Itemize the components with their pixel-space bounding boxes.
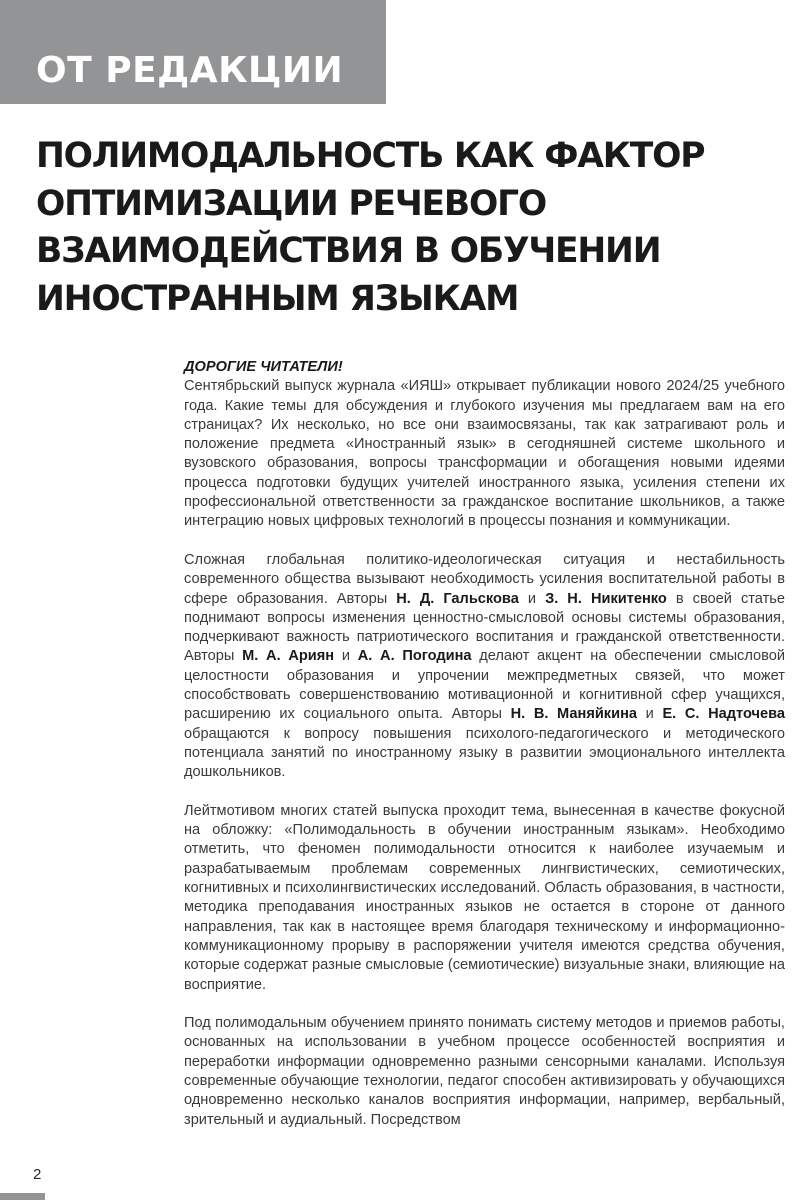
author-name: Н. В. Маняйкина — [510, 706, 638, 723]
text-run: делают акцент на обеспечении смысловой целостности образования и упрочении межпредметных связей, что может способствовать совершенствованию мотивационной и когнитивной сфер учащихся, расширению их социального опыта. Авторы — [184, 648, 786, 723]
editorial-body — [184, 358, 785, 1149]
author-name: Е. С. Надточева — [662, 706, 786, 723]
section-label: ОТ РЕДАКЦИИ — [36, 50, 344, 91]
page-number: 2 — [33, 1166, 42, 1183]
text-run: Сложная глобальная политико-идеологическая ситуация и нестабильность современного общества вызывают необходимость усиления воспитательной работы в сфере образования. Авторы — [184, 551, 785, 607]
article-title: ПОЛИМОДАЛЬНОСТЬ КАК ФАКТОР ОПТИМИЗАЦИИ РЕЧЕВОГО ВЗАИМОДЕЙСТВИЯ В ОБУЧЕНИИ ИНОСТРАННЫМ ЯЗЫКАМ — [36, 136, 705, 319]
text-run: и — [334, 648, 358, 665]
footer-bar — [0, 1193, 45, 1200]
paragraph-3: Лейтмотивом многих статей выпуска проходит тема, вынесенная в качестве фокусной на обложку: «Полимодальность в обучении иностранным языкам». Необходимо отметить, что феномен полимодальности относится к наиболее изучаемым и разрабатываемым проблемам современных лингвистических, семиотических, когнитивных и психолингвистических исследований. Область образования, в частности, методика преподавания иностранных языков не остается в стороне от данного направления, так как в настоящее время благодаря техническому и информационно-коммуникационному прорыву в распоряжении учителя имеются средства обучения, которые содержат разные смысловые (семиотические) визуальные знаки, влияющие на восприятие. — [184, 802, 786, 993]
text-run: и — [637, 706, 663, 723]
paragraph-2 — [184, 551, 785, 783]
text-run: в своей статье поднимают вопросы изменения ценностно-смысловой основы системы образования, подчеркивают важность патриотического воспитания и гражданской ответственности. Авторы — [184, 590, 785, 665]
author-name: З. Н. Никитенко — [545, 590, 667, 607]
paragraph-1: Сентябрьский выпуск журнала «ИЯШ» открывает публикации нового 2024/25 учебного года. Какие темы для обсуждения и глубокого изучения мы предлагаем вам на его страницах? Их несколько, но все они взаимосвязаны, так как затрагивают роль и положение предмета «Иностранный язык» в сегодняшней системе школьного и вузовского образования, вопросы трансформации и обогащения новыми идеями процесса подготовки будущих учителей иностранного языка, усиления степени их профессиональной ответственности за гражданское воспитание школьников, а также интеграцию новых цифровых технологий в процессы познания и коммуникации. — [184, 378, 785, 530]
text-run: обращаются к вопросу повышения психолого-педагогического и методического потенциала занятий по иностранному языку в развитии эмоционального интеллекта дошкольников. — [184, 725, 785, 781]
section-header-bar — [0, 0, 386, 104]
author-name: М. А. Ариян — [242, 648, 335, 665]
author-name: Н. Д. Гальскова — [396, 590, 519, 607]
text-run: и — [518, 590, 546, 607]
author-name: А. А. Погодина — [357, 648, 472, 665]
paragraph-4: Под полимодальным обучением принято понимать систему методов и приемов работы, основанных на использовании в учебном процессе особенностей восприятия и переработки информации одновременно разными сенсорными каналами. Используя современные обучающие технологии, педагог способен активизировать у обучающихся одновременно несколько каналов восприятия информации, например, вербальный, зрительный и аудиальный. Посредством — [184, 1015, 785, 1128]
greeting: ДОРОГИЕ ЧИТАТЕЛИ! — [184, 359, 343, 375]
